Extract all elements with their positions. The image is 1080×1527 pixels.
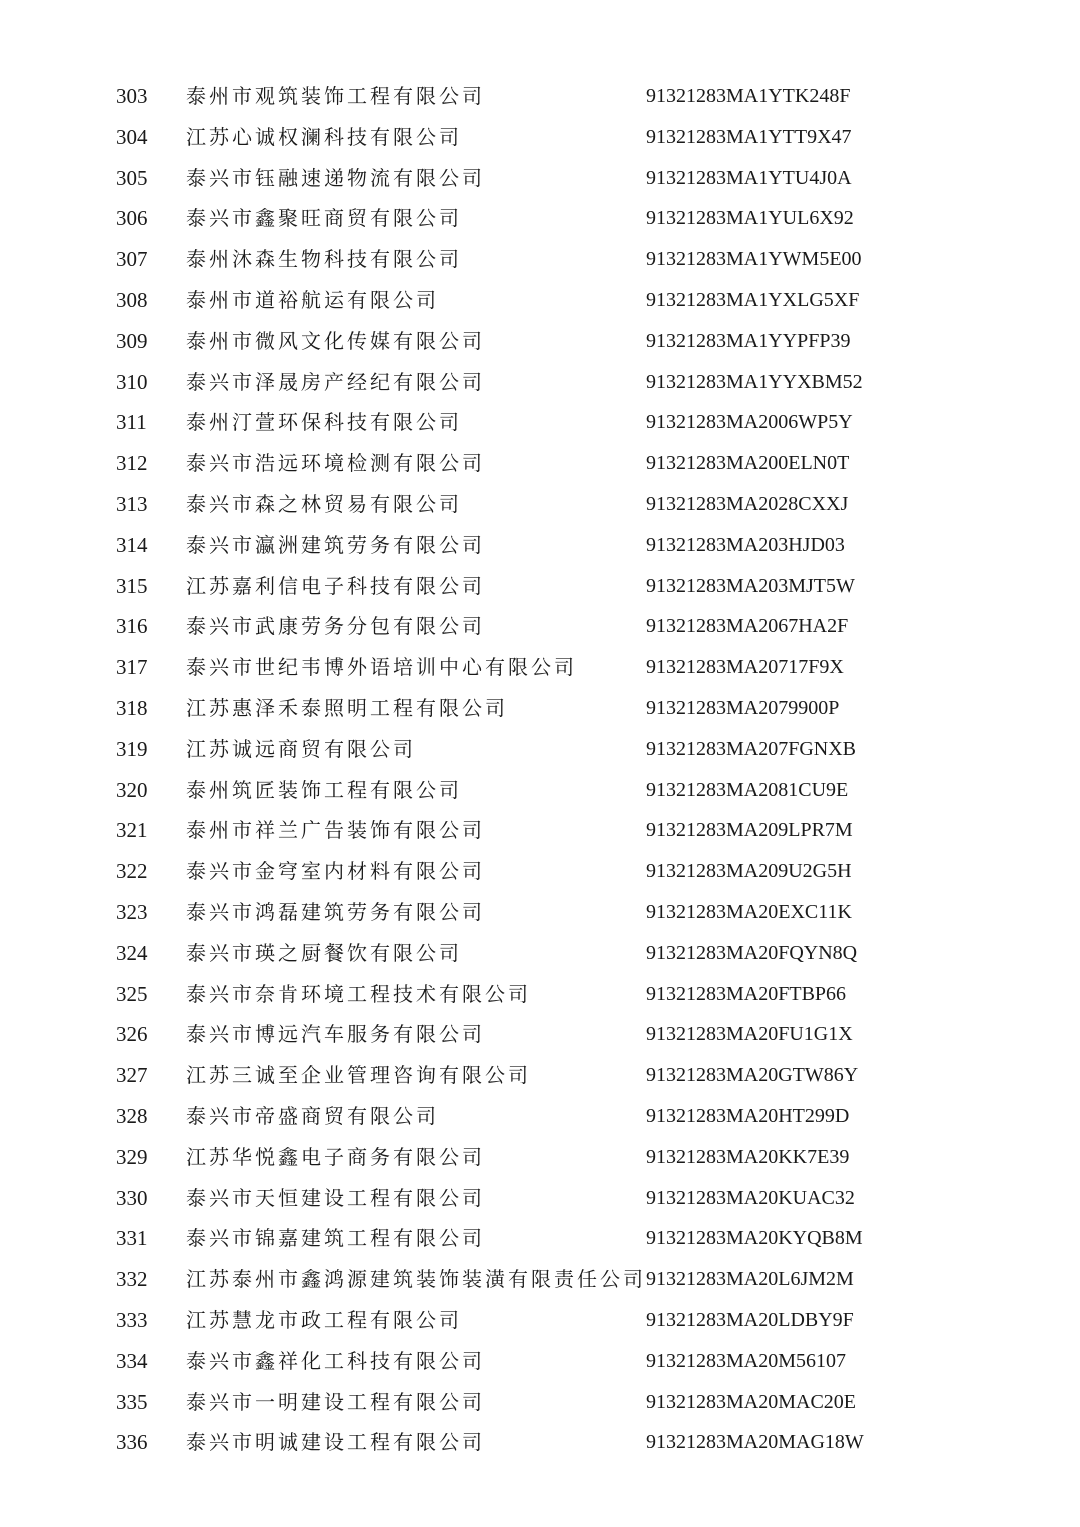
row-number: 324 <box>116 940 148 965</box>
row-number: 328 <box>116 1103 148 1128</box>
company-name: 泰兴市鑫聚旺商贸有限公司 <box>186 206 462 231</box>
table-row <box>0 1137 1080 1178</box>
credit-code: 91321283MA20L6JM2M <box>646 1268 854 1291</box>
table-row <box>0 851 1080 892</box>
company-name: 泰兴市瀛洲建筑劳务有限公司 <box>186 532 485 557</box>
row-number: 320 <box>116 777 148 802</box>
row-number: 318 <box>116 695 148 720</box>
table-row <box>0 974 1080 1015</box>
credit-code: 91321283MA20EXC11K <box>646 900 852 923</box>
credit-code: 91321283MA20MAG18W <box>646 1431 864 1454</box>
credit-code: 91321283MA1YYPFP39 <box>646 329 851 352</box>
credit-code: 91321283MA1YTK248F <box>646 85 851 107</box>
table-row <box>0 321 1080 362</box>
company-name: 江苏泰州市鑫鸿源建筑装饰装潢有限责任公司 <box>186 1267 646 1292</box>
table-row <box>0 158 1080 199</box>
row-number: 325 <box>116 981 148 1006</box>
company-name: 泰兴市鑫祥化工科技有限公司 <box>186 1348 485 1373</box>
credit-code: 91321283MA1YUL6X92 <box>646 207 854 230</box>
credit-code: 91321283MA1YXLG5XF <box>646 288 860 311</box>
company-name: 泰州市微风文化传媒有限公司 <box>186 328 485 353</box>
table-row <box>0 933 1080 974</box>
company-name: 泰兴市奈肯环境工程技术有限公司 <box>186 981 531 1006</box>
table-row <box>0 117 1080 158</box>
company-name: 泰兴市明诚建设工程有限公司 <box>186 1430 485 1455</box>
credit-code: 91321283MA1YWM5E00 <box>646 248 862 271</box>
company-name: 江苏三诚至企业管理咨询有限公司 <box>186 1063 531 1088</box>
credit-code: 91321283MA20KYQB8M <box>646 1227 863 1250</box>
row-number: 310 <box>116 369 148 394</box>
row-number: 309 <box>116 328 148 353</box>
table-row <box>0 239 1080 280</box>
company-name: 泰兴市金穹室内材料有限公司 <box>186 859 485 884</box>
row-number: 326 <box>116 1022 148 1047</box>
row-number: 336 <box>116 1430 148 1455</box>
row-number: 315 <box>116 573 148 598</box>
row-number: 327 <box>116 1063 148 1088</box>
company-name: 江苏嘉利信电子科技有限公司 <box>186 573 485 598</box>
company-name: 泰兴市浩远环境检测有限公司 <box>186 451 485 476</box>
row-number: 313 <box>116 491 148 516</box>
table-row <box>0 647 1080 688</box>
table-row <box>0 484 1080 525</box>
row-number: 321 <box>116 818 148 843</box>
table-row <box>0 770 1080 811</box>
company-name: 江苏惠泽禾泰照明工程有限公司 <box>186 695 508 720</box>
credit-code: 91321283MA2081CU9E <box>646 778 849 801</box>
row-number: 331 <box>116 1226 148 1251</box>
table-row <box>0 525 1080 566</box>
table-row <box>0 1096 1080 1137</box>
table-row <box>0 1178 1080 1219</box>
row-number: 333 <box>116 1307 148 1332</box>
credit-code: 91321283MA1YTU4J0A <box>646 166 852 189</box>
table-row <box>0 1300 1080 1341</box>
row-number: 334 <box>116 1348 148 1373</box>
table-row <box>0 729 1080 770</box>
table-row <box>0 606 1080 647</box>
table-row <box>0 1218 1080 1259</box>
company-name: 泰州市观筑装饰工程有限公司 <box>186 84 485 108</box>
row-number: 314 <box>116 532 148 557</box>
credit-code: 91321283MA20MAC20E <box>646 1390 857 1413</box>
credit-code: 91321283MA203HJD03 <box>646 533 845 556</box>
company-name: 泰州汀萱环保科技有限公司 <box>186 410 462 435</box>
company-name: 江苏心诚权澜科技有限公司 <box>186 124 462 149</box>
credit-code: 91321283MA20GTW86Y <box>646 1064 859 1087</box>
credit-code: 91321283MA20KK7E39 <box>646 1145 850 1168</box>
company-name: 泰兴市帝盛商贸有限公司 <box>186 1103 439 1128</box>
table-row <box>0 1055 1080 1096</box>
credit-code: 91321283MA1YTT9X47 <box>646 125 852 148</box>
table-row <box>0 198 1080 239</box>
table-row <box>0 280 1080 321</box>
company-name: 泰兴市锦嘉建筑工程有限公司 <box>186 1226 485 1251</box>
row-number: 303 <box>116 84 148 108</box>
table-row <box>0 688 1080 729</box>
credit-code: 91321283MA2067HA2F <box>646 615 849 638</box>
table-row <box>0 362 1080 403</box>
credit-code: 91321283MA20KUAC32 <box>646 1186 855 1209</box>
company-name: 江苏慧龙市政工程有限公司 <box>186 1307 462 1332</box>
row-number: 330 <box>116 1185 148 1210</box>
credit-code: 91321283MA200ELN0T <box>646 452 850 475</box>
company-name: 泰兴市天恒建设工程有限公司 <box>186 1185 485 1210</box>
credit-code: 91321283MA20717F9X <box>646 656 844 679</box>
company-name: 泰州沐森生物科技有限公司 <box>186 247 462 272</box>
table-row <box>0 1382 1080 1423</box>
row-number: 332 <box>116 1267 148 1292</box>
table-row <box>0 566 1080 607</box>
credit-code: 91321283MA203MJT5W <box>646 574 855 597</box>
row-number: 305 <box>116 165 148 190</box>
credit-code: 91321283MA2006WP5Y <box>646 411 853 434</box>
company-name: 泰兴市泽晟房产经纪有限公司 <box>186 369 485 394</box>
table-row <box>0 892 1080 933</box>
company-name: 泰兴市钰融速递物流有限公司 <box>186 165 485 190</box>
company-name: 泰州市道裕航运有限公司 <box>186 287 439 312</box>
row-number: 323 <box>116 899 148 924</box>
credit-code: 91321283MA207FGNXB <box>646 737 857 760</box>
company-name: 泰兴市博远汽车服务有限公司 <box>186 1022 485 1047</box>
credit-code: 91321283MA20HT299D <box>646 1104 850 1127</box>
credit-code: 91321283MA20FTBP66 <box>646 982 847 1005</box>
row-number: 317 <box>116 655 148 680</box>
company-name: 泰兴市武康劳务分包有限公司 <box>186 614 485 639</box>
credit-code: 91321283MA20FU1G1X <box>646 1023 853 1046</box>
table-row <box>0 1259 1080 1300</box>
credit-code: 91321283MA20FQYN8Q <box>646 941 858 964</box>
company-name: 江苏华悦鑫电子商务有限公司 <box>186 1144 485 1169</box>
row-number: 308 <box>116 287 148 312</box>
table-row <box>0 402 1080 443</box>
credit-code: 91321283MA2079900P <box>646 696 840 719</box>
company-name: 泰州市祥兰广告装饰有限公司 <box>186 818 485 843</box>
row-number: 322 <box>116 859 148 884</box>
table-row <box>0 1422 1080 1463</box>
row-number: 304 <box>116 124 148 149</box>
company-name: 泰州筑匠装饰工程有限公司 <box>186 777 462 802</box>
company-name: 泰兴市鸿磊建筑劳务有限公司 <box>186 899 485 924</box>
row-number: 329 <box>116 1144 148 1169</box>
row-number: 316 <box>116 614 148 639</box>
table-row <box>0 1341 1080 1382</box>
table-row <box>0 1014 1080 1055</box>
credit-code: 91321283MA20M56107 <box>646 1349 847 1372</box>
company-list <box>0 76 1080 1463</box>
credit-code: 91321283MA209LPR7M <box>646 819 853 842</box>
row-number: 319 <box>116 736 148 761</box>
table-row <box>0 76 1080 117</box>
row-number: 307 <box>116 247 148 272</box>
table-row <box>0 443 1080 484</box>
company-name: 泰兴市瑛之厨餐饮有限公司 <box>186 940 462 965</box>
company-name: 泰兴市一明建设工程有限公司 <box>186 1389 485 1414</box>
company-name: 泰兴市森之林贸易有限公司 <box>186 491 462 516</box>
credit-code: 91321283MA20LDBY9F <box>646 1308 854 1331</box>
credit-code: 91321283MA1YYXBM52 <box>646 370 863 393</box>
row-number: 306 <box>116 206 148 231</box>
row-number: 311 <box>116 410 147 435</box>
row-number: 335 <box>116 1389 148 1414</box>
table-row <box>0 810 1080 851</box>
row-number: 312 <box>116 451 148 476</box>
company-name: 泰兴市世纪韦博外语培训中心有限公司 <box>186 655 577 680</box>
credit-code: 91321283MA209U2G5H <box>646 860 852 883</box>
credit-code: 91321283MA2028CXXJ <box>646 492 849 515</box>
company-name: 江苏诚远商贸有限公司 <box>186 736 416 761</box>
